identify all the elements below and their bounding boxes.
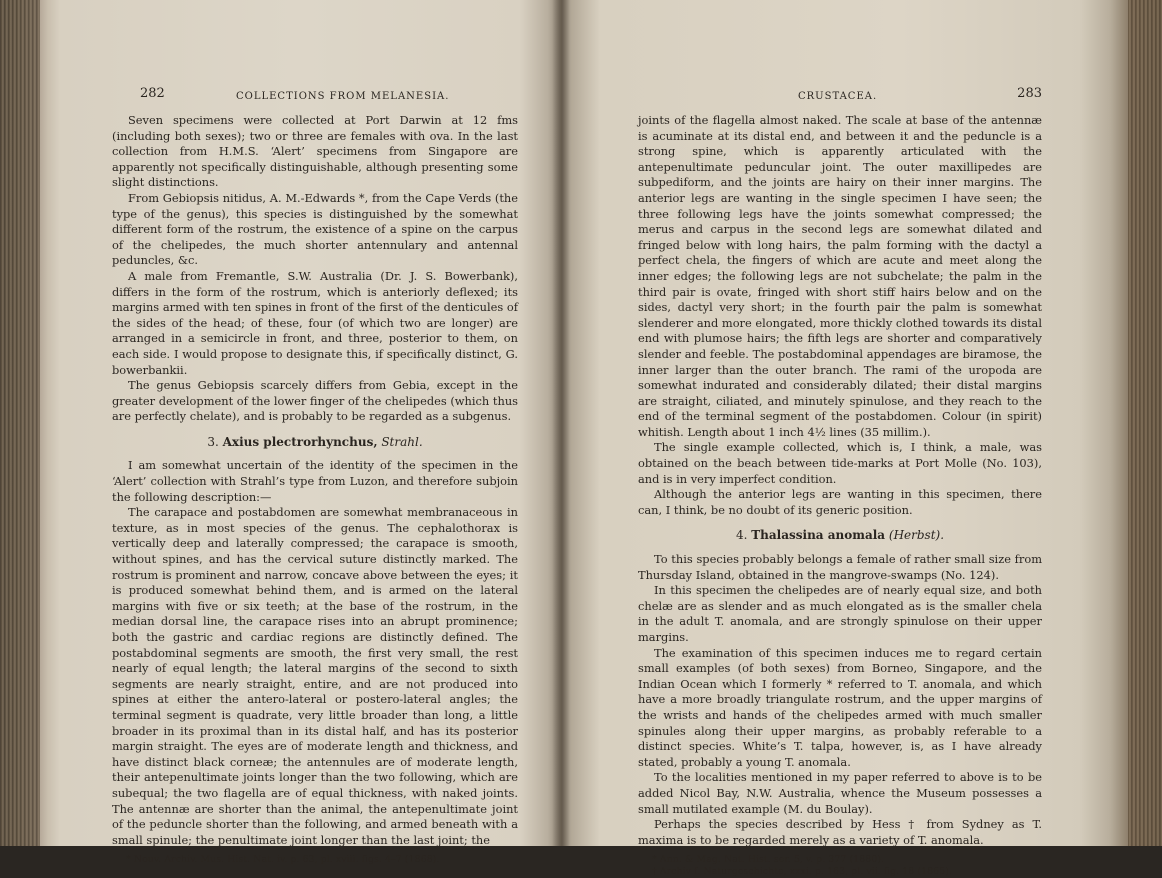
left-page-edges xyxy=(0,0,40,846)
left-paragraph-4: The genus Gebiopsis scarcely differs from Gebia, except in the greater development of the lower finger of the chelipedes (which thus are perfectly chelate), and is probably to be regarded as a subgenus. xyxy=(112,378,518,424)
right-paragraph-4: To this species probably belongs a female of rather small size from Thursday Island, obtained in the mangrove-swamps (No. 124). xyxy=(638,552,1042,582)
right-paragraph-2: The single example collected, which is, I think, a male, was obtained on the beach between tide-marks at Port Molle (No. 103), and is in very imperfect condition. xyxy=(638,440,1042,486)
right-running-head xyxy=(638,88,1042,106)
left-paragraph-3: A male from Fremantle, S.W. Australia (Dr. J. S. Bowerbank), differs in the form of the rostrum, which is anteriorly deflexed; its margins armed with ten spines in front of the first of the denticules of the sides of the head; of these, four (of which two are longer) are arranged in a semicircle in front, and three, posterior to them, on each side. I would propose to designate this, if specifically distinct, G. bowerbankii. xyxy=(112,268,518,377)
section-3-species: Axius plectrorhynchus, xyxy=(222,434,378,449)
left-footnote: * Nouv. Archiv. Mus. Hist. Nat. iv. p. 63, pl. xviii. figs. 4–7 (1868). xyxy=(126,854,440,866)
section-3-number: 3. xyxy=(207,434,219,449)
right-running-title: CRUSTACEA. xyxy=(798,91,878,102)
right-paragraph-1: joints of the flagella almost naked. The scale at base of the antennæ is acuminate at its distal end, and between it and the peduncle is a strong spine, which is apparently articulated with the antepenultimate peduncular joint. The outer maxillipedes are subpediform, and the joints are hairy on their inner margins. The anterior legs are wanting in the single specimen I have seen; the three following legs have the joints somewhat compressed; the merus and carpus in the second legs are somewhat dilated and fringed below with long hairs, the palm forming with the dactyl a perfect chela, the fingers of which are acute and meet along the inner edges; the following legs are not subchelate; the palm in the third pair is ovate, fringed with short stiff hairs below and on the sides, dactyl very short; in the fourth pair the palm is somewhat slenderer and more elongated, more thickly clothed towards its distal end with plumose hairs; the fifth legs are shorter and comparatively slender and feeble. The postabdominal appendages are biramose, the inner larger than the outer branch. The rami of the uropoda are somewhat indurated and considerably dilated; their distal margins are straight, ciliated, and minutely spinulose, and they reach to the end of the terminal segment of the postabdomen. Colour (in spirit) whitish. Length about 1 inch 4½ lines (35 millim.). xyxy=(638,113,1042,439)
section-4-heading xyxy=(638,528,1042,544)
section-4-species: Thalassina anomala xyxy=(751,528,886,543)
left-running-head xyxy=(112,88,518,106)
right-page-edges xyxy=(1128,0,1162,846)
right-footnote-2: † Archiv f. Naturgeschichte, xxxi. p. 163, pl. vii. fig. 18 (1865). xyxy=(652,866,952,878)
left-paragraph-2: From Gebiopsis nitidus, A. M.-Edwards *, from the Cape Verds (the type of the genus), this species is distinguished by the somewhat different form of the rostrum, the existence of a spine on the carpus of the chelipedes, the much shorter antennulary and antennal peduncles, &c. xyxy=(112,190,518,268)
left-paragraph-5: I am somewhat uncertain of the identity of the specimen in the ‘Alert’ collection with Strahl’s type from Luzon, and therefore subjoin the following description:— xyxy=(112,458,518,504)
section-4-number: 4. xyxy=(735,528,748,543)
right-page-number: 283 xyxy=(1017,86,1042,101)
right-paragraph-8: Perhaps the species described by Hess † from Sydney as T. maxima is to be regarded merely as a variety of T. anomala. xyxy=(638,817,1042,847)
right-paragraph-7: To the localities mentioned in my paper referred to above is to be added Nicol Bay, N.W. Australia, whence the Museum possesses a small mutilated example (M. du Boulay). xyxy=(638,770,1042,816)
right-paragraph-6: The examination of this specimen induces me to regard certain small examples (of both sexes) from Borneo, Singapore, and the Indian Ocean which I formerly * referred to T. anomala, and which have a more broadly triangulate rostrum, and the upper margins of the wrists and hands of the chelipedes armed with much smaller spinules along their upper margins, as probably referable to a distinct species. White’s T. talpa, however, is, as I have already stated, probably a young T. anomala. xyxy=(638,645,1042,769)
section-3-heading xyxy=(112,435,518,451)
section-4-author: (Herbst). xyxy=(888,528,945,543)
right-paragraph-5: In this specimen the chelipedes are of nearly equal size, and both chelæ are as slender and as much elongated as is the smaller chela in the adult T. anomala, and are strongly spinulose on their upper margins. xyxy=(638,583,1042,644)
section-3-author: Strahl. xyxy=(381,434,423,449)
right-footnote-1: * Ann. & Mag. Nat. Hist. ser. 5, v. p. 377 (1880). xyxy=(652,854,885,866)
left-running-title: COLLECTIONS FROM MELANESIA. xyxy=(236,91,450,102)
right-page xyxy=(638,88,1042,878)
left-page xyxy=(112,88,518,866)
book-gutter xyxy=(552,0,570,846)
left-paragraph-6: The carapace and postabdomen are somewhat membranaceous in texture, as in most species of the genus. The cephalothorax is vertically deep and laterally compressed; the carapace is smooth, without spines, and has the cervical suture distinctly marked. The rostrum is prominent and narrow, concave above between the eyes; it is produced somewhat behind them, and is armed on the lateral margins with five or six teeth; at the base of the rostrum, in the median dorsal line, the carapace rises into an abrupt prominence; both the gastric and cardiac regions are distinctly defined. The postabdominal segments are smooth, the first very small, the rest nearly of equal length; the lateral margins of the second to sixth segments are nearly straight, entire, and are not produced into spines at either the antero-lateral or postero-lateral angles; the terminal segment is quadrate, very little broader than long, a little broader in its proximal than in its distal half, and has its posterior margin straight. The eyes are of moderate length and thickness, and have distinct black corneæ; the antennules are of moderate length, their antepenultimate joints longer than the two following, which are subequal; the two flagella are of equal thickness, with naked joints. The antennæ are shorter than the animal, the antepenultimate joint of the peduncle shorter than the following, and armed beneath with a small spinule; the penultimate joint longer than the last joint; the xyxy=(112,505,518,847)
left-page-number: 282 xyxy=(140,86,165,101)
right-paragraph-3: Although the anterior legs are wanting in this specimen, there can, I think, be no doubt of its generic position. xyxy=(638,487,1042,517)
left-paragraph-1: Seven specimens were collected at Port Darwin at 12 fms (including both sexes); two or three are females with ova. In the last collection from H.M.S. ‘Alert’ specimens from Singapore are apparently not specifically distinguishable, although presenting some slight distinctions. xyxy=(112,113,518,190)
